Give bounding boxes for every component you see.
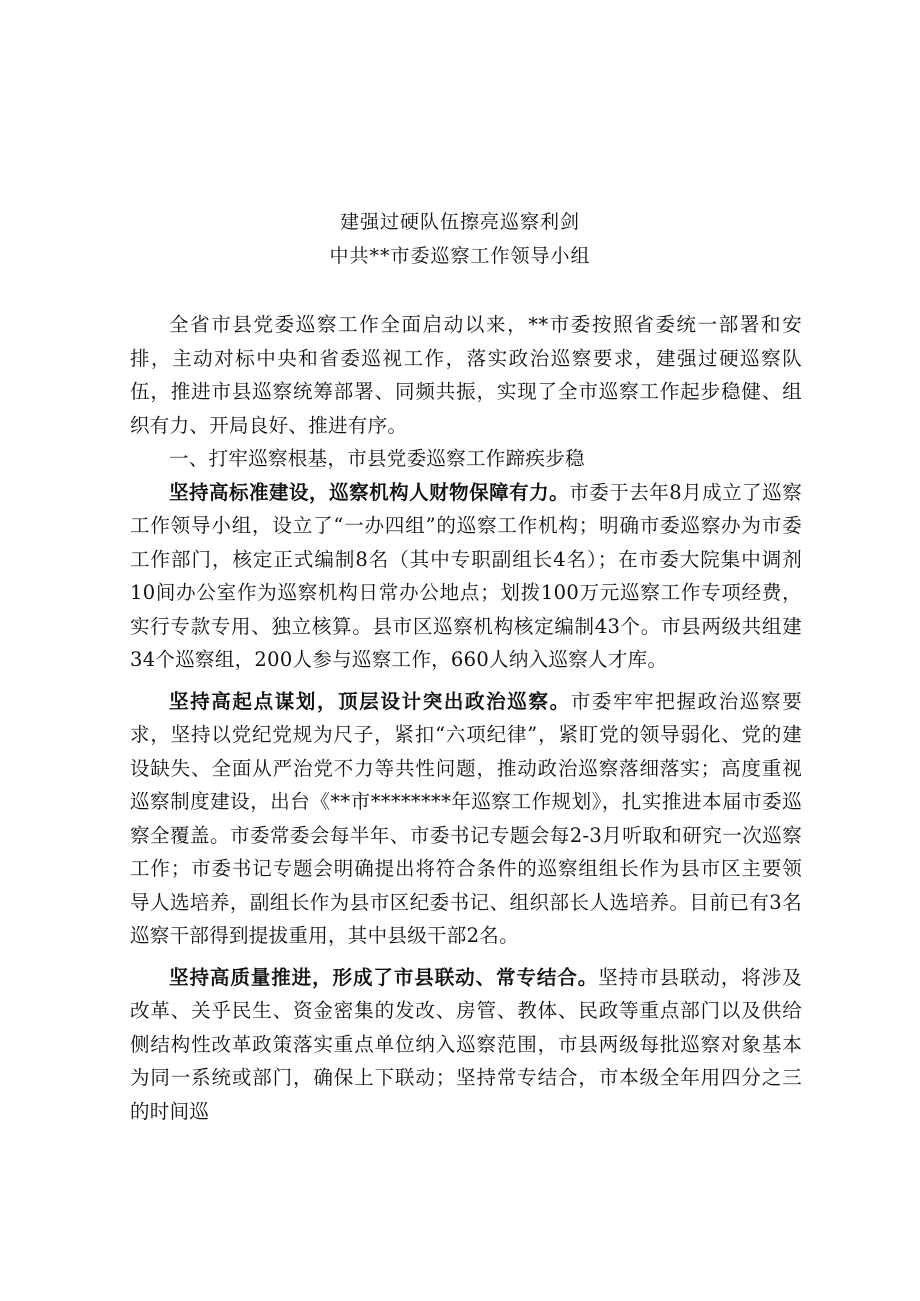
document-body [130,308,802,1128]
paragraph-lead: 坚持高起点谋划，顶层设计突出政治巡察。 [169,689,571,713]
paragraph-text: 全省市县党委巡察工作全面启动以来，**市委按照省委统一部署和安排，主动对标中央和省委巡视工作，落实政治巡察要求，建强过硬巡察队伍，推进市县巡察统筹部署、同频共振，实现了全市巡察工作起步稳健、组织有力、开局良好、推进有序。 [130,313,802,437]
paragraph [130,476,802,677]
paragraph-text: 市委牢牢把握政治巡察要求，坚持以党纪党规为尺子，紧扣“六项纪律”，紧盯党的领导弱化、党的建设缺失、全面从严治党不力等共性问题，推动政治巡察落细落实；高度重视巡察制度建设，出台《**市********年巡察工作规划》，扎实推进本届市委巡察全覆盖。市委常委会每半年、市委书记专题会每2-3月听取和研究一次巡察工作；市委书记专题会明确提出将符合条件的巡察组组长作为县市区主要领导人选培养，副组长作为县市区纪委书记、组织部长人选培养。目前已有3名巡察干部得到提拔重用，其中县级干部2名。 [130,689,802,947]
document-title: 建强过硬队伍擦亮巡察利剑 [339,211,580,233]
section-heading [130,442,802,476]
paragraph-text: 坚持市县联动，将涉及改革、关乎民生、资金密集的发改、房管、教体、民政等重点部门以及供给侧结构性改革政策落实重点单位纳入巡察范围，市县两级每批巡察对象基本为同一系统或部门，确保上下联动；坚持常专结合，市本级全年用四分之三的时间巡 [130,965,802,1123]
paragraph-lead: 坚持高质量推进，形成了市县联动、常专结合。 [169,965,599,989]
paragraph [130,308,802,442]
paragraph [130,961,802,1129]
section-heading-text: 一、打牢巡察根基，市县党委巡察工作蹄疾步稳 [169,447,585,470]
paragraph [130,685,802,953]
paragraph-lead: 坚持高标准建设，巡察机构人财物保障有力。 [169,480,570,504]
document-author: 中共**市委巡察工作领导小组 [329,245,591,267]
paragraph-text: 市委于去年8月成立了巡察工作领导小组，设立了“一办四组”的巡察工作机构；明确市委巡察办为市委工作部门，核定正式编制8名（其中专职副组长4名）；在市委大院集中调剂10间办公室作为巡察机构日常办公地点；划拨100万元巡察工作专项经费，实行专款专用、独立核算。县市区巡察机构核定编制43个。市县两级共组建34个巡察组，200人参与巡察工作，660人纳入巡察人才库。 [130,480,802,671]
title-block [0,205,920,273]
